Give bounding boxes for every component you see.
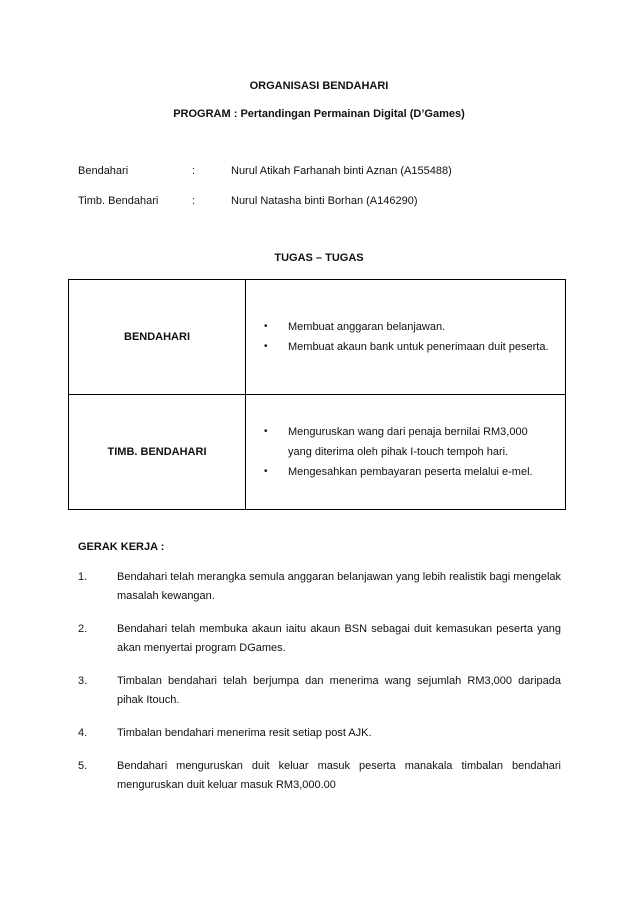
role-name: Nurul Natasha binti Borhan (A146290) xyxy=(231,195,418,207)
role-colon: : xyxy=(192,165,196,177)
work-step xyxy=(78,672,561,710)
duties-row-bendahari xyxy=(69,280,566,395)
step-text: Timbalan bendahari telah berjumpa dan menerima wang sejumlah RM3,000 daripada pihak Itouch. xyxy=(117,675,561,706)
bullet-icon: • xyxy=(264,426,268,437)
duty-role-cell: TIMB. BENDAHARI xyxy=(69,395,246,510)
document-title: ORGANISASI BENDAHARI xyxy=(249,80,389,92)
duty-item-text: Menguruskan wang dari penaja bernilai RM3,000 yang diterima oleh pihak I-touch tempoh hari. xyxy=(288,426,528,458)
duties-title: TUGAS – TUGAS xyxy=(274,252,364,264)
bullet-icon: • xyxy=(264,466,268,477)
duty-item xyxy=(264,337,551,357)
duty-item xyxy=(264,462,551,482)
step-number: 5. xyxy=(78,760,88,772)
duty-items-cell xyxy=(246,280,566,395)
step-number: 2. xyxy=(78,623,88,635)
duty-list xyxy=(246,317,565,357)
duty-item xyxy=(264,317,551,337)
work-step xyxy=(78,724,561,743)
duty-list xyxy=(246,422,565,482)
duty-role-cell: BENDAHARI xyxy=(69,280,246,395)
bullet-icon: • xyxy=(264,341,268,352)
duty-item xyxy=(264,422,551,462)
duty-item-text: Membuat akaun bank untuk penerimaan duit peserta. xyxy=(288,341,549,353)
role-label: Bendahari xyxy=(78,165,129,177)
role-colon: : xyxy=(192,195,196,207)
step-number: 4. xyxy=(78,727,88,739)
role-label: Timb. Bendahari xyxy=(78,195,159,207)
work-step xyxy=(78,620,561,658)
program-title: PROGRAM : Pertandingan Permainan Digital (D’Games) xyxy=(173,108,465,120)
duty-item-text: Membuat anggaran belanjawan. xyxy=(288,321,446,333)
role-row-bendahari xyxy=(78,165,578,179)
work-step xyxy=(78,757,561,795)
role-row-timb-bendahari xyxy=(78,195,578,209)
bullet-icon: • xyxy=(264,321,268,332)
duty-item-text: Mengesahkan pembayaran peserta melalui e-mel. xyxy=(288,466,533,478)
work-step xyxy=(78,568,561,606)
step-text: Timbalan bendahari menerima resit setiap post AJK. xyxy=(117,727,372,739)
work-steps-list xyxy=(78,568,561,809)
step-text: Bendahari telah merangka semula anggaran belanjawan yang lebih realistik bagi mengelak masalah kewangan. xyxy=(117,571,561,602)
step-number: 3. xyxy=(78,675,88,687)
duties-table xyxy=(68,279,566,510)
step-text: Bendahari menguruskan duit keluar masuk peserta manakala timbalan bendahari menguruskan duit keluar masuk RM3,000.00 xyxy=(117,760,561,791)
work-title: GERAK KERJA : xyxy=(78,541,165,553)
role-name: Nurul Atikah Farhanah binti Aznan (A155488) xyxy=(231,165,452,177)
step-text: Bendahari telah membuka akaun iaitu akaun BSN sebagai duit kemasukan peserta yang akan menyertai program DGames. xyxy=(117,623,561,654)
duties-row-timb-bendahari xyxy=(69,395,566,510)
step-number: 1. xyxy=(78,571,88,583)
duty-items-cell xyxy=(246,395,566,510)
